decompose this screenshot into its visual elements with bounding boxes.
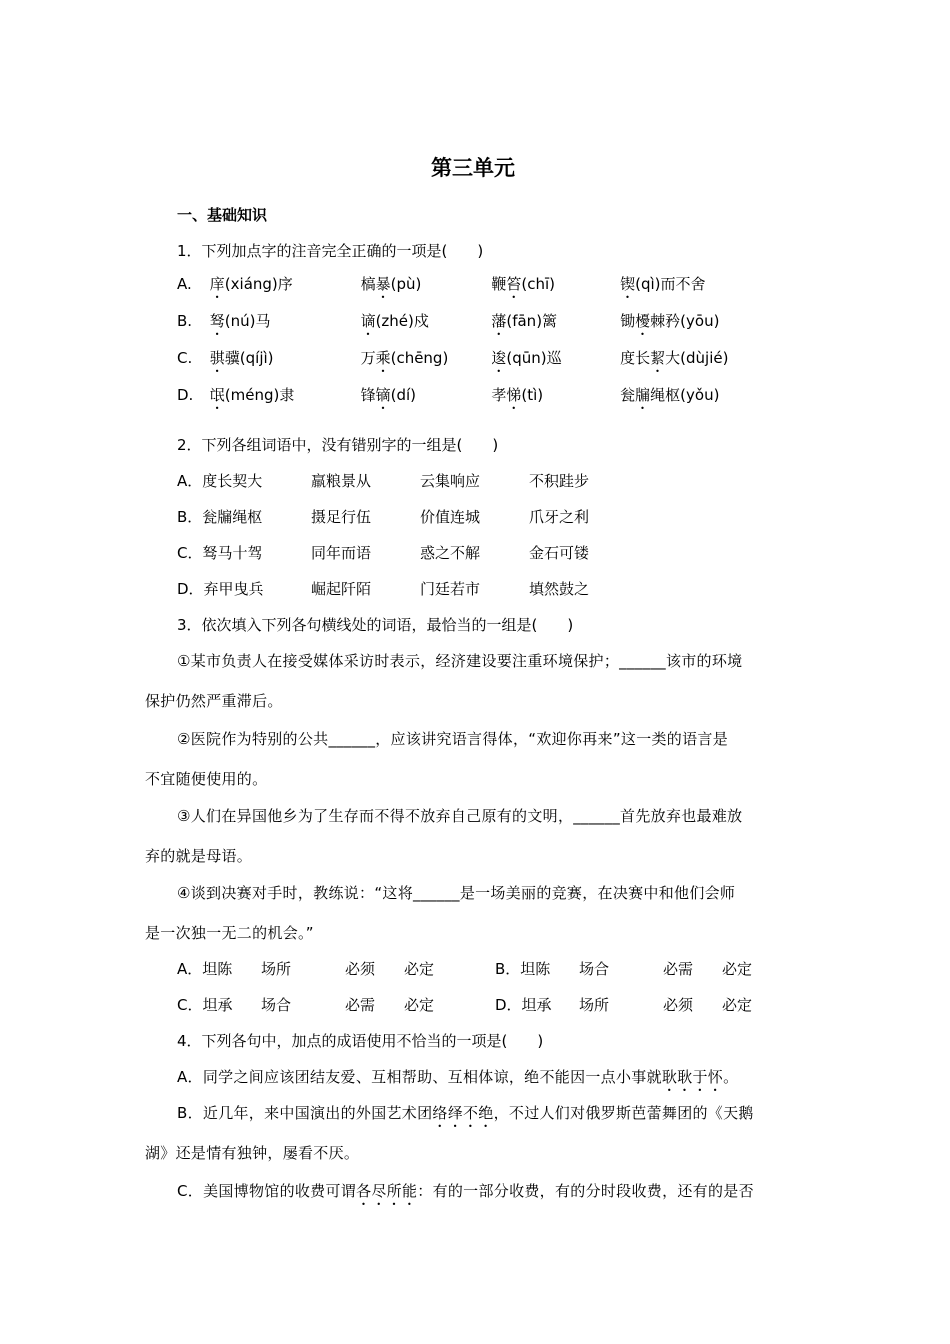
q2-row-d — [177, 578, 589, 599]
q2-word: D．弃甲曳兵 — [177, 580, 264, 598]
q1-row-a — [177, 273, 706, 302]
q3-word: 场合 — [579, 960, 610, 978]
q3-word: 必定 — [722, 960, 753, 978]
q1-row-d — [177, 384, 719, 413]
q1-option-label: C. — [177, 349, 193, 367]
question-3-stem: 3．依次填入下列各句横线处的词语，最恰当的一组是( ) — [177, 616, 574, 634]
q2-word: 惑之不解 — [420, 544, 481, 562]
q1-item: 藩(fān)篱 — [491, 312, 558, 330]
q2-word: 金石可镂 — [529, 544, 590, 562]
q1-item: 万乘(chēng) — [360, 349, 449, 367]
q3-sentence-1-cont: 保护仍然严重滞后。 — [145, 692, 283, 710]
q1-item: 逡(qūn)巡 — [491, 349, 562, 367]
q1-item: 度长絜大(dùjié) — [620, 349, 729, 367]
q2-word: 门廷若市 — [420, 580, 481, 598]
q2-word: 价值连城 — [420, 508, 481, 526]
q3-option-c — [177, 994, 434, 1015]
q2-row-c — [177, 542, 589, 563]
q4-option-b: B．近几年，来中国演出的外国艺术团络绎不绝，不过人们对俄罗斯芭蕾舞团的《天鹅 — [177, 1104, 754, 1122]
q1-item: 谪(zhé)戍 — [360, 312, 429, 330]
q2-word: 爪牙之利 — [529, 508, 590, 526]
q3-word: D．坦承 — [495, 996, 552, 1014]
q2-word: A．度长契大 — [177, 472, 263, 490]
q3-word: 必需 — [345, 996, 376, 1014]
q1-item: 庠(xiáng)序 — [209, 275, 293, 293]
q1-row-c — [177, 347, 728, 376]
q3-option-b — [495, 958, 752, 979]
q1-item: 瓮牖绳枢(yǒu) — [620, 386, 720, 404]
q1-option-label: A. — [177, 275, 192, 293]
q2-word: 不积跬步 — [529, 472, 590, 490]
question-1-stem: 1．下列加点字的注音完全正确的一项是( ) — [177, 242, 484, 260]
q2-row-b — [177, 506, 589, 527]
q1-item: 驽(nú)马 — [209, 312, 271, 330]
q1-item: 鞭笞(chī) — [491, 275, 556, 293]
q2-word: B．瓮牖绳枢 — [177, 508, 263, 526]
q1-item: 锲(qì)而不舍 — [620, 275, 706, 293]
q3-option-d — [495, 994, 752, 1015]
q1-item: 氓(méng)隶 — [209, 386, 295, 404]
q3-word: 必须 — [345, 960, 376, 978]
q1-option-label: B. — [177, 312, 193, 330]
q4-emphasized-idiom: 耿耿于怀 — [661, 1068, 724, 1086]
q2-word: 崛起阡陌 — [311, 580, 372, 598]
q3-word: 必定 — [722, 996, 753, 1014]
q1-item: 孝悌(tì) — [491, 386, 544, 404]
q3-word: 必须 — [663, 996, 694, 1014]
question-4-stem: 4．下列各句中，加点的成语使用不恰当的一项是( ) — [177, 1032, 544, 1050]
q3-sentence-4: ④谈到决赛对手时，教练说：“这将______是一场美丽的竞赛，在决赛中和他们会师 — [177, 884, 736, 902]
q2-word: 填然鼓之 — [529, 580, 590, 598]
q4-emphasized-idiom: 络绎不绝 — [432, 1104, 494, 1122]
q2-word: 云集响应 — [420, 472, 481, 490]
q4-emphasized-idiom: 各尽所能 — [356, 1182, 418, 1200]
q4-option-a: A．同学之间应该团结友爱、互相帮助、互相体谅，绝不能因一点小事就耿耿于怀。 — [177, 1068, 739, 1086]
q3-sentence-2-cont: 不宜随便使用的。 — [145, 770, 268, 788]
q3-word: 场所 — [261, 960, 292, 978]
q3-word: A．坦陈 — [177, 960, 233, 978]
section-heading: 一、基础知识 — [177, 206, 268, 224]
q4-option-c: C．美国博物馆的收费可谓各尽所能：有的一部分收费，有的分时段收费，还有的是否 — [177, 1182, 754, 1200]
q3-word: 场合 — [261, 996, 292, 1014]
q3-sentence-3-cont: 弃的就是母语。 — [145, 847, 253, 865]
q4-option-b-cont: 湖》还是情有独钟，屡看不厌。 — [145, 1144, 360, 1162]
q3-word: 必定 — [404, 960, 435, 978]
q2-word: 羸粮景从 — [311, 472, 372, 490]
q1-item: 锋镝(dí) — [360, 386, 416, 404]
page-title: 第三单元 — [431, 156, 515, 180]
q3-sentence-3: ③人们在异国他乡为了生存而不得不放弃自己原有的文明，______首先放弃也最难放 — [177, 807, 743, 825]
q1-item: 锄櫌棘矜(yōu) — [620, 312, 720, 330]
q3-word: 必定 — [404, 996, 435, 1014]
q3-word: B．坦陈 — [495, 960, 551, 978]
q1-option-label: D. — [177, 386, 194, 404]
q3-sentence-1: ①某市负责人在接受媒体采访时表示，经济建设要注重环境保护；______该市的环境 — [177, 652, 743, 670]
q2-row-a — [177, 470, 589, 491]
q2-word: 摄足行伍 — [311, 508, 372, 526]
q1-row-b — [177, 310, 719, 339]
q3-word: 必需 — [663, 960, 694, 978]
q3-word: 场所 — [579, 996, 610, 1014]
q1-item: 骐骥(qíjì) — [209, 349, 274, 367]
q3-sentence-4-cont: 是一次独一无二的机会。” — [145, 924, 314, 942]
q3-word: C．坦承 — [177, 996, 233, 1014]
q2-word: 同年而语 — [311, 544, 372, 562]
q3-option-a — [177, 958, 434, 979]
q3-sentence-2: ②医院作为特别的公共______，应该讲究语言得体，“欢迎你再来”这一类的语言是 — [177, 730, 728, 748]
q2-word: C．驽马十驾 — [177, 544, 263, 562]
q1-item: 槁暴(pù) — [360, 275, 422, 293]
question-2-stem: 2．下列各组词语中，没有错别字的一组是( ) — [177, 436, 499, 454]
